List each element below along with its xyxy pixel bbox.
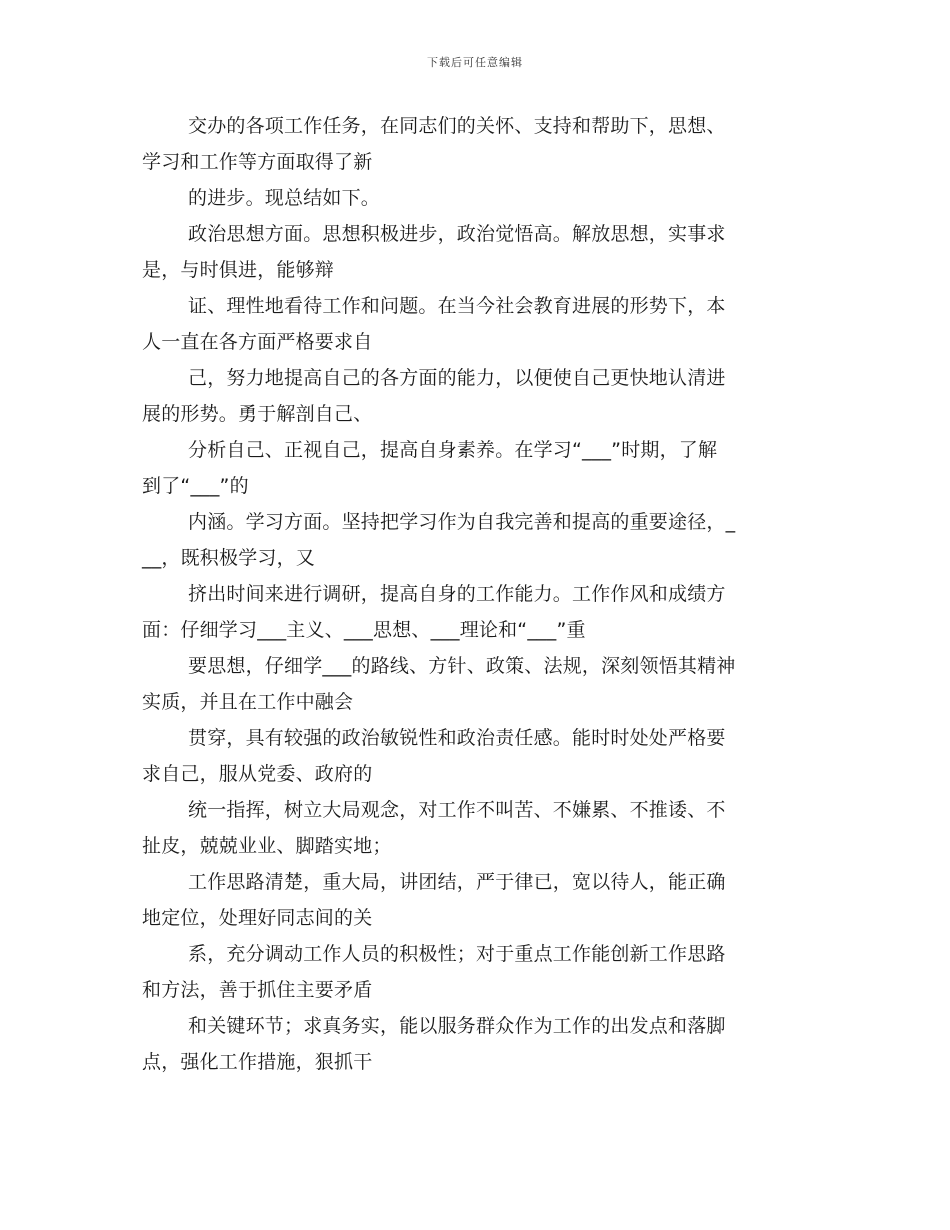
paragraph [142,648,816,720]
paragraph [142,108,816,180]
document-body [142,108,816,1080]
paragraph-line: 统一指挥，树立大局观念，对工作不叫苦、不嫌累、不推诿、不 [188,799,726,821]
paragraph-line: 贯穿，具有较强的政治敏锐性和政治责任感。能时时处处严格要 [188,727,726,749]
paragraph [142,288,816,360]
paragraph-line: 交办的各项工作任务，在同志们的关怀、支持和帮助下，思想、 [188,115,726,137]
paragraph-line: 求自己，服从党委、政府的 [142,763,373,785]
paragraph-line: 证、理性地看待工作和问题。在当今社会教育进展的形势下，本 [188,295,726,317]
paragraph [142,720,816,792]
paragraph [142,1008,816,1080]
paragraph-line: 挤出时间来进行调研，提高自身的工作能力。工作作风和成绩方 [188,583,726,605]
paragraph-line: 展的形势。勇于解剖自己、 [142,403,373,425]
paragraph-line: 己，努力地提高自己的各方面的能力，以便使自己更快地认清进 [188,367,726,389]
paragraph-line: 学习和工作等方面取得了新 [142,151,373,173]
paragraph [142,792,816,864]
paragraph-line: 的进步。现总结如下。 [188,187,381,209]
paragraph [142,504,816,576]
paragraph-line: 和方法，善于抓住主要矛盾 [142,979,373,1001]
paragraph-line: __，既积极学习，又 [142,547,316,569]
paragraph-line: 分析自己、正视自己，提高自身素养。在学习“___”时期，了解 [188,439,718,461]
paragraph [142,864,816,936]
paragraph-line: 和关键环节；求真务实，能以服务群众作为工作的出发点和落脚 [188,1015,726,1037]
paragraph [142,576,816,648]
paragraph-line: 点，强化工作措施，狠抓干 [142,1051,373,1073]
paragraph-line: 是，与时俱进，能够辩 [142,259,335,281]
paragraph-line: 内涵。学习方面。坚持把学习作为自我完善和提高的重要途径，_ [188,511,736,533]
paragraph-line: 扯皮，兢兢业业、脚踏实地； [142,835,392,857]
paragraph-line: 实质，并且在工作中融会 [142,691,354,713]
paragraph [142,360,816,432]
paragraph [142,216,816,288]
paragraph-line: 面：仔细学习___主义、___思想、___理论和“___”重 [142,619,586,641]
paragraph-line: 到了“___”的 [142,475,249,497]
paragraph-line: 系，充分调动工作人员的积极性；对于重点工作能创新工作思路 [188,943,726,965]
paragraph-line: 政治思想方面。思想积极进步，政治觉悟高。解放思想，实事求 [188,223,726,245]
paragraph [142,180,816,216]
paragraph-line: 地定位，处理好同志间的关 [142,907,373,929]
paragraph [142,936,816,1008]
paragraph [142,432,816,504]
page-header: 下载后可任意编辑 [427,56,523,69]
paragraph-line: 要思想，仔细学___的路线、方针、政策、法规，深刻领悟其精神 [188,655,736,677]
paragraph-line: 工作思路清楚，重大局，讲团结，严于律已，宽以待人，能正确 [188,871,726,893]
paragraph-line: 人一直在各方面严格要求自 [142,331,373,353]
